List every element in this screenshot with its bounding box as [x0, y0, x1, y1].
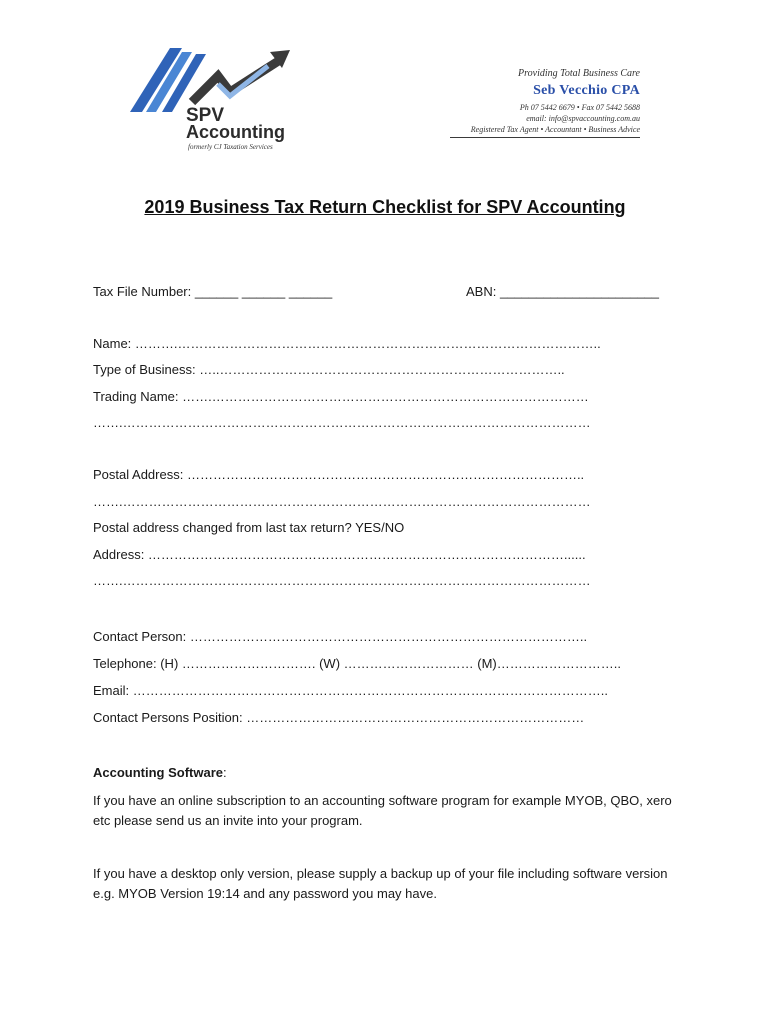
page-title: 2019 Business Tax Return Checklist for SPV Accounting: [144, 197, 626, 217]
telephone-field[interactable]: Telephone: (H) …………………………. (W) ………………………… (M)………………………..: [93, 656, 621, 671]
contact-tagline: Providing Total Business Care: [518, 68, 640, 79]
contact-person-field[interactable]: Contact Person: ………………………………………………………………………………..: [93, 629, 588, 644]
logo-line1: SPV: [186, 105, 225, 126]
contact-name: Seb Vecchio CPA: [533, 83, 640, 98]
postal-address-continued[interactable]: …….………………………………………………………………………………………………: [93, 494, 591, 509]
postal-changed-question: Postal address changed from last tax return? YES/NO: [93, 520, 405, 535]
postal-address-field[interactable]: Postal Address: ………………………………………………………………………………..: [93, 467, 585, 482]
trading-name-field[interactable]: Trading Name: …….……………………………………………………………………………: [93, 389, 589, 404]
logo-line2: Accounting: [186, 122, 285, 142]
business-type-field[interactable]: Type of Business: …..……………………………………………………………………..: [93, 362, 565, 377]
contact-roles: Registered Tax Agent • Accountant • Business Advice: [470, 125, 640, 134]
logo-wordmark: [186, 105, 285, 142]
contact-phone: Ph 07 5442 6679 • Fax 07 5442 5688: [519, 103, 640, 112]
trading-name-continued[interactable]: …….………………………………………………………………………………………………: [93, 415, 591, 430]
email-field[interactable]: Email: ………………………………………………………………………………………………..: [93, 683, 608, 698]
contact-block: [450, 68, 640, 138]
software-heading-colon: :: [223, 765, 227, 780]
software-heading-text: Accounting Software: [93, 765, 224, 780]
software-paragraph-online: If you have an online subscription to an accounting software program for example MYOB, QBO, xero etc please send us an invite into your program.: [93, 793, 672, 828]
software-heading: [93, 765, 227, 780]
contact-position-field[interactable]: Contact Persons Position: ……………………………………………………………………: [93, 710, 585, 725]
logo-arrows-graphic: [130, 44, 300, 114]
software-paragraph-desktop: If you have a desktop only version, please supply a backup up of your file including software version e.g. MYOB Version 19:14 and any password you may have.: [93, 866, 668, 901]
address-field[interactable]: Address: ……………………………………………………………………………………......: [93, 547, 586, 562]
name-field[interactable]: Name: ……….……………………………………………………………………………………..: [93, 336, 601, 351]
contact-divider: [450, 137, 640, 138]
abn-field[interactable]: ABN: ______________________: [466, 284, 660, 299]
tfn-field[interactable]: Tax File Number: ______ ______ ______: [93, 284, 333, 299]
spv-logo: [130, 44, 300, 154]
contact-email: email: info@spvaccounting.com.au: [526, 114, 640, 123]
logo-tagline: formerly CJ Taxation Services: [188, 143, 273, 151]
address-continued[interactable]: …….………………………………………………………………………………………………: [93, 573, 591, 588]
